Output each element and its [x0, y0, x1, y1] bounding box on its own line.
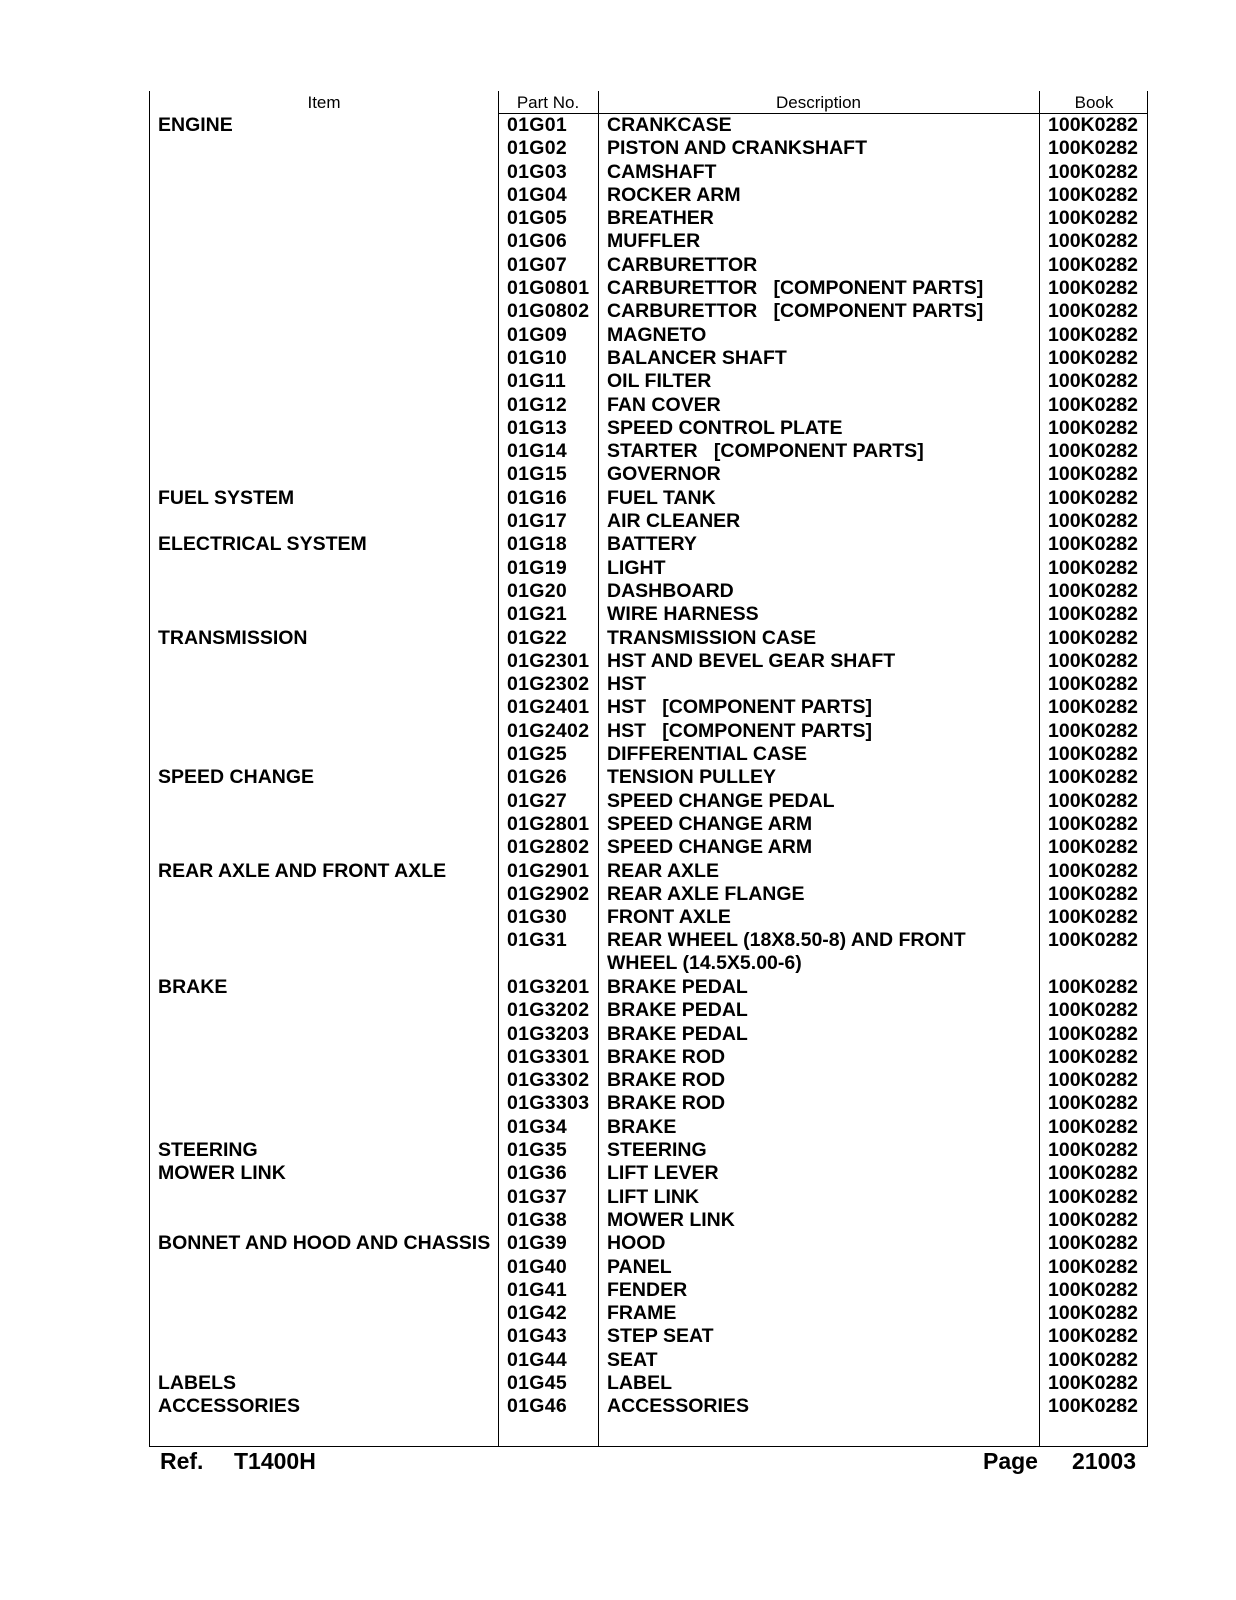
row-description: STEP SEAT	[607, 1325, 714, 1348]
row-book: 100K0282	[1048, 1372, 1138, 1395]
row-book: 100K0282	[1048, 1115, 1138, 1138]
row-description: CARBURETTOR [COMPONENT PARTS]	[607, 277, 984, 300]
row-book: 100K0282	[1048, 346, 1138, 369]
row-book: 100K0282	[1048, 1092, 1138, 1115]
row-book: 100K0282	[1048, 1278, 1138, 1301]
table-row	[150, 1349, 1147, 1372]
row-book: 100K0282	[1048, 300, 1138, 323]
row-book: 100K0282	[1048, 277, 1138, 300]
row-part-no: 01G11	[507, 370, 566, 393]
row-description: FENDER	[607, 1278, 688, 1301]
row-book: 100K0282	[1048, 1185, 1138, 1208]
row-description: PISTON AND CRANKSHAFT	[607, 137, 868, 160]
row-item: MOWER LINK	[158, 1162, 286, 1185]
row-book: 100K0282	[1048, 603, 1138, 626]
table-row	[150, 1256, 1147, 1279]
parts-index-table	[149, 91, 1148, 1447]
table-row	[150, 440, 1147, 463]
row-part-no: 01G44	[507, 1348, 568, 1371]
row-book: 100K0282	[1048, 160, 1138, 183]
table-row	[150, 603, 1147, 626]
row-book: 100K0282	[1048, 1302, 1138, 1325]
row-book: 100K0282	[1048, 579, 1138, 602]
ref-label: Ref.	[160, 1448, 204, 1474]
row-part-no: 01G2902	[507, 882, 590, 905]
row-book: 100K0282	[1048, 743, 1138, 766]
table-row	[150, 883, 1147, 906]
row-description: REAR AXLE	[607, 859, 719, 882]
table-row	[150, 1232, 1147, 1255]
row-description: BRAKE ROD	[607, 1092, 726, 1115]
row-description: DIFFERENTIAL CASE	[607, 743, 808, 766]
table-row	[150, 1325, 1147, 1348]
table-row	[150, 557, 1147, 580]
row-item: ENGINE	[158, 114, 233, 136]
row-description: BRAKE ROD	[607, 1069, 726, 1092]
row-book: 100K0282	[1048, 1162, 1138, 1185]
row-book: 100K0282	[1048, 906, 1138, 929]
row-description: BATTERY	[607, 533, 697, 556]
row-part-no: 01G43	[507, 1325, 568, 1348]
row-part-no: 01G14	[507, 440, 568, 463]
table-row	[150, 999, 1147, 1022]
table-row	[150, 137, 1147, 160]
row-book: 100K0282	[1048, 183, 1138, 206]
row-description: BRAKE PEDAL	[607, 999, 748, 1022]
table-row	[150, 836, 1147, 859]
row-book: 100K0282	[1048, 463, 1138, 486]
row-part-no: 01G3201	[507, 975, 590, 998]
row-book: 100K0282	[1048, 649, 1138, 672]
row-description: DASHBOARD	[607, 579, 734, 602]
table-row	[150, 510, 1147, 533]
row-book: 100K0282	[1048, 1208, 1138, 1231]
row-part-no: 01G2302	[507, 673, 590, 696]
row-description: MAGNETO	[607, 323, 707, 346]
row-part-no: 01G36	[507, 1162, 568, 1185]
table-row	[150, 254, 1147, 277]
row-description: FRAME	[607, 1302, 677, 1325]
row-book: 100K0282	[1048, 1395, 1138, 1418]
row-part-no: 01G05	[507, 207, 568, 230]
row-description: CARBURETTOR	[607, 253, 758, 276]
table-row	[150, 580, 1147, 603]
column-header-book: Book	[1074, 93, 1114, 112]
row-description: SEAT	[607, 1348, 658, 1371]
row-description: FRONT AXLE	[607, 906, 731, 929]
table-row	[150, 1116, 1147, 1139]
row-part-no: 01G2801	[507, 812, 590, 835]
row-book: 100K0282	[1048, 882, 1138, 905]
row-description: SPEED CHANGE PEDAL	[607, 789, 835, 812]
row-description: BRAKE	[607, 1115, 677, 1138]
row-description: BRAKE ROD	[607, 1045, 726, 1068]
table-row	[150, 627, 1147, 650]
column-header-part-no: Part No.	[516, 93, 580, 112]
row-book: 100K0282	[1048, 859, 1138, 882]
row-item: ACCESSORIES	[158, 1395, 300, 1418]
row-book: 100K0282	[1048, 999, 1138, 1022]
row-item: TRANSMISSION	[158, 626, 308, 649]
table-row	[150, 813, 1147, 836]
table-row	[150, 1279, 1147, 1302]
row-description: SPEED CHANGE ARM	[607, 812, 813, 835]
table-row	[150, 324, 1147, 347]
row-description: CARBURETTOR [COMPONENT PARTS]	[607, 300, 984, 323]
table-row	[150, 906, 1147, 929]
row-description: LIGHT	[607, 556, 666, 579]
row-book: 100K0282	[1048, 1325, 1138, 1348]
row-book: 100K0282	[1048, 137, 1138, 160]
table-row	[150, 650, 1147, 673]
row-part-no: 01G06	[507, 230, 568, 253]
row-book: 100K0282	[1048, 486, 1138, 509]
table-body	[150, 114, 1147, 1419]
column-header-description: Description	[775, 93, 862, 112]
row-item: REAR AXLE AND FRONT AXLE	[158, 859, 447, 882]
table-row	[150, 696, 1147, 719]
table-row	[150, 394, 1147, 417]
row-part-no: 01G22	[507, 626, 568, 649]
table-row	[150, 184, 1147, 207]
row-description: HST	[607, 673, 646, 696]
row-part-no: 01G46	[507, 1395, 568, 1418]
column-header-item: Item	[307, 93, 341, 112]
table-row	[150, 1372, 1147, 1395]
row-description: HST [COMPONENT PARTS]	[607, 696, 873, 719]
row-book: 100K0282	[1048, 696, 1138, 719]
row-part-no: 01G18	[507, 533, 568, 556]
row-part-no: 01G3301	[507, 1045, 590, 1068]
row-part-no: 01G16	[507, 486, 568, 509]
table-row	[150, 1023, 1147, 1046]
row-description: CAMSHAFT	[607, 160, 717, 183]
row-description: HST [COMPONENT PARTS]	[607, 719, 873, 742]
table-row	[150, 1209, 1147, 1232]
table-row	[150, 929, 1147, 976]
row-description: BRAKE PEDAL	[607, 975, 748, 998]
row-part-no: 01G34	[507, 1115, 568, 1138]
table-row	[150, 300, 1147, 323]
row-book: 100K0282	[1048, 836, 1138, 859]
row-book: 100K0282	[1048, 1232, 1138, 1255]
row-part-no: 01G12	[507, 393, 568, 416]
row-part-no: 01G2802	[507, 836, 590, 859]
row-book: 100K0282	[1048, 812, 1138, 835]
row-part-no: 01G09	[507, 323, 568, 346]
row-book: 100K0282	[1048, 370, 1138, 393]
table-row	[150, 161, 1147, 184]
row-part-no: 01G45	[507, 1372, 568, 1395]
row-part-no: 01G2401	[507, 696, 590, 719]
row-description: SPEED CHANGE ARM	[607, 836, 813, 859]
row-description: STEERING	[607, 1139, 707, 1162]
row-book: 100K0282	[1048, 114, 1138, 136]
table-row	[150, 860, 1147, 883]
table-row	[150, 766, 1147, 789]
row-book: 100K0282	[1048, 929, 1138, 952]
row-part-no: 01G42	[507, 1302, 568, 1325]
table-row	[150, 277, 1147, 300]
row-part-no: 01G40	[507, 1255, 568, 1278]
row-description: HOOD	[607, 1232, 666, 1255]
row-description: TENSION PULLEY	[607, 766, 777, 789]
row-book: 100K0282	[1048, 1045, 1138, 1068]
row-book: 100K0282	[1048, 1255, 1138, 1278]
row-part-no: 01G0801	[507, 277, 590, 300]
row-description: BRAKE PEDAL	[607, 1022, 748, 1045]
row-item: BRAKE	[158, 975, 228, 998]
row-part-no: 01G10	[507, 346, 568, 369]
row-book: 100K0282	[1048, 626, 1138, 649]
row-book: 100K0282	[1048, 510, 1138, 533]
row-part-no: 01G2301	[507, 649, 590, 672]
row-description: SPEED CONTROL PLATE	[607, 416, 843, 439]
page-number: 21003	[1072, 1448, 1136, 1474]
row-item: SPEED CHANGE	[158, 766, 315, 789]
row-description: FAN COVER	[607, 393, 721, 416]
row-description: ACCESSORIES	[607, 1395, 749, 1418]
row-book: 100K0282	[1048, 230, 1138, 253]
row-part-no: 01G25	[507, 743, 568, 766]
row-description: PANEL	[607, 1255, 672, 1278]
row-description: REAR AXLE FLANGE	[607, 882, 805, 905]
row-book: 100K0282	[1048, 253, 1138, 276]
row-description: BREATHER	[607, 207, 714, 230]
row-book: 100K0282	[1048, 975, 1138, 998]
row-book: 100K0282	[1048, 789, 1138, 812]
row-description: LIFT LINK	[607, 1185, 700, 1208]
ref-value: T1400H	[234, 1448, 316, 1474]
row-description: ROCKER ARM	[607, 183, 741, 206]
row-part-no: 01G2901	[507, 859, 590, 882]
row-part-no: 01G17	[507, 510, 568, 533]
row-part-no: 01G27	[507, 789, 568, 812]
row-description: MUFFLER	[607, 230, 701, 253]
row-part-no: 01G39	[507, 1232, 568, 1255]
row-item: STEERING	[158, 1139, 258, 1162]
row-part-no: 01G0802	[507, 300, 590, 323]
row-part-no: 01G20	[507, 579, 568, 602]
row-part-no: 01G37	[507, 1185, 568, 1208]
table-row	[150, 1046, 1147, 1069]
row-part-no: 01G01	[507, 114, 568, 136]
row-book: 100K0282	[1048, 673, 1138, 696]
row-description: BALANCER SHAFT	[607, 346, 787, 369]
row-description: WIRE HARNESS	[607, 603, 759, 626]
table-row	[150, 1092, 1147, 1115]
row-book: 100K0282	[1048, 393, 1138, 416]
table-row	[150, 463, 1147, 486]
table-row	[150, 417, 1147, 440]
table-row	[150, 347, 1147, 370]
row-description: LABEL	[607, 1372, 672, 1395]
row-description: AIR CLEANER	[607, 510, 741, 533]
row-part-no: 01G21	[507, 603, 568, 626]
table-row	[150, 1186, 1147, 1209]
table-row	[150, 230, 1147, 253]
row-description: CRANKCASE	[607, 114, 732, 136]
row-part-no: 01G3202	[507, 999, 590, 1022]
row-book: 100K0282	[1048, 1069, 1138, 1092]
table-row	[150, 114, 1147, 137]
row-part-no: 01G19	[507, 556, 568, 579]
page-footer	[160, 1448, 1136, 1478]
table-row	[150, 1139, 1147, 1162]
row-part-no: 01G03	[507, 160, 568, 183]
row-part-no: 01G13	[507, 416, 568, 439]
row-book: 100K0282	[1048, 719, 1138, 742]
row-part-no: 01G3203	[507, 1022, 590, 1045]
row-book: 100K0282	[1048, 440, 1138, 463]
row-description: OIL FILTER	[607, 370, 712, 393]
table-row	[150, 743, 1147, 766]
table-row	[150, 207, 1147, 230]
row-book: 100K0282	[1048, 533, 1138, 556]
table-row	[150, 1069, 1147, 1092]
row-part-no: 01G15	[507, 463, 568, 486]
row-part-no: 01G38	[507, 1208, 568, 1231]
table-row	[150, 790, 1147, 813]
row-part-no: 01G30	[507, 906, 568, 929]
table-row	[150, 673, 1147, 696]
row-item: FUEL SYSTEM	[158, 486, 295, 509]
row-part-no: 01G02	[507, 137, 568, 160]
row-book: 100K0282	[1048, 1022, 1138, 1045]
row-description: GOVERNOR	[607, 463, 721, 486]
row-item: LABELS	[158, 1372, 236, 1395]
row-book: 100K0282	[1048, 323, 1138, 346]
page-label: Page	[983, 1448, 1038, 1474]
row-book: 100K0282	[1048, 207, 1138, 230]
row-part-no: 01G35	[507, 1139, 568, 1162]
row-description: LIFT LEVER	[607, 1162, 719, 1185]
table-row	[150, 533, 1147, 556]
table-row	[150, 976, 1147, 999]
row-book: 100K0282	[1048, 1139, 1138, 1162]
row-part-no: 01G31	[507, 929, 568, 952]
table-row	[150, 487, 1147, 510]
row-part-no: 01G3303	[507, 1092, 590, 1115]
row-description: HST AND BEVEL GEAR SHAFT	[607, 649, 896, 672]
row-part-no: 01G26	[507, 766, 568, 789]
row-description: MOWER LINK	[607, 1208, 735, 1231]
table-row	[150, 1395, 1147, 1418]
row-description: STARTER [COMPONENT PARTS]	[607, 440, 924, 463]
table-row	[150, 370, 1147, 393]
row-part-no: 01G04	[507, 183, 568, 206]
table-row	[150, 1302, 1147, 1325]
row-part-no: 01G07	[507, 253, 568, 276]
row-part-no: 01G3302	[507, 1069, 590, 1092]
row-part-no: 01G2402	[507, 719, 590, 742]
row-part-no: 01G41	[507, 1278, 568, 1301]
table-row	[150, 1162, 1147, 1185]
row-description: FUEL TANK	[607, 486, 716, 509]
row-book: 100K0282	[1048, 416, 1138, 439]
row-book: 100K0282	[1048, 1348, 1138, 1371]
row-item: BONNET AND HOOD AND CHASSIS	[158, 1232, 491, 1255]
row-book: 100K0282	[1048, 766, 1138, 789]
row-description: TRANSMISSION CASE	[607, 626, 817, 649]
table-row	[150, 720, 1147, 743]
row-item: ELECTRICAL SYSTEM	[158, 533, 367, 556]
row-book: 100K0282	[1048, 556, 1138, 579]
row-description: REAR WHEEL (18X8.50-8) AND FRONT WHEEL (14.5X5.00-6)	[607, 929, 966, 975]
